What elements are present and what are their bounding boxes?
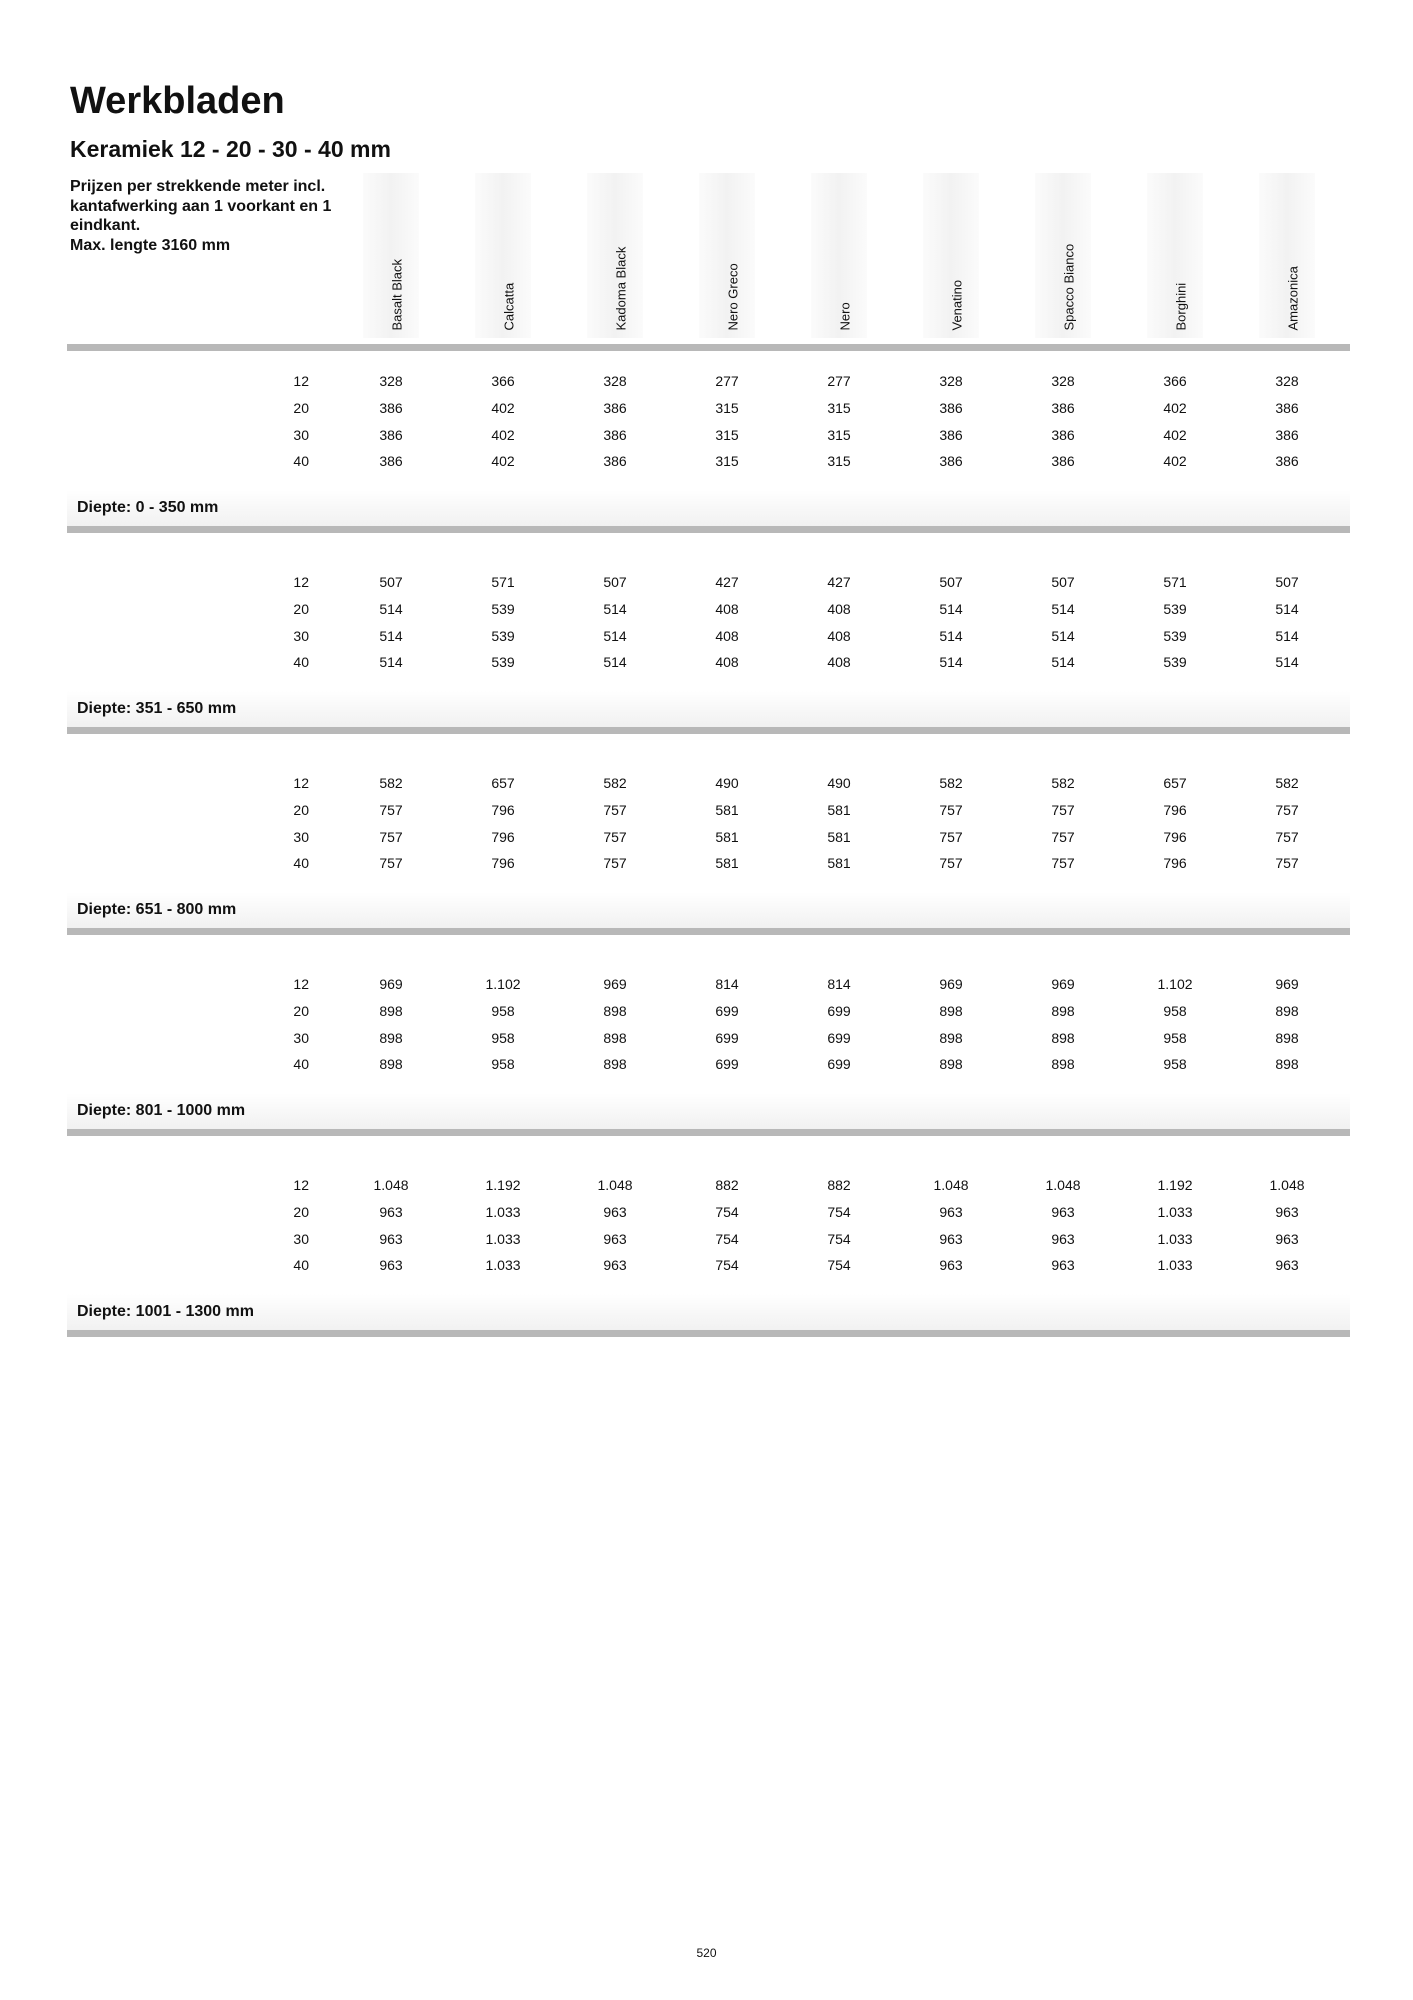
price-cell: 539 [1163, 600, 1187, 617]
price-cell: 507 [379, 574, 403, 590]
price-cell: 315 [827, 399, 851, 416]
price-cell: 882 [715, 1177, 739, 1193]
price-cell: 507 [939, 574, 963, 590]
price-cell: 514 [1051, 600, 1075, 617]
price-cell: 754 [827, 1230, 851, 1247]
price-cell: 408 [715, 600, 739, 617]
price-cell: 757 [1051, 801, 1075, 818]
column-header-label: Kadoma Black [613, 246, 629, 331]
thickness-cell: 12 [293, 1177, 309, 1193]
table-row [0, 1204, 1413, 1231]
price-cell: 757 [939, 828, 963, 845]
price-cell: 386 [379, 453, 403, 470]
price-cell: 1.033 [1157, 1257, 1193, 1274]
price-cell: 386 [603, 399, 627, 416]
price-cell: 757 [1275, 828, 1299, 845]
price-cell: 402 [491, 399, 515, 416]
thickness-cell: 40 [293, 1257, 309, 1274]
price-cell: 514 [939, 654, 963, 671]
price-cell: 328 [1051, 373, 1075, 389]
price-cell: 958 [491, 1002, 515, 1019]
price-cell: 963 [1051, 1230, 1075, 1247]
table-row [0, 1177, 1413, 1204]
section-label [67, 1294, 1350, 1330]
price-cell: 408 [715, 627, 739, 644]
price-cell: 898 [379, 1002, 403, 1019]
price-cell: 963 [379, 1203, 403, 1220]
thickness-cell: 40 [293, 1056, 309, 1073]
price-cell: 963 [1051, 1257, 1075, 1274]
price-cell: 898 [1275, 1056, 1299, 1073]
thickness-cell: 40 [293, 453, 309, 470]
price-cell: 796 [1163, 801, 1187, 818]
price-cell: 898 [603, 1056, 627, 1073]
price-cell: 386 [939, 426, 963, 443]
price-cell: 963 [939, 1230, 963, 1247]
price-cell: 757 [939, 855, 963, 872]
price-cell: 277 [827, 373, 851, 389]
column-header [1259, 173, 1315, 338]
price-cell: 1.192 [485, 1177, 521, 1193]
price-cell: 539 [1163, 654, 1187, 671]
price-cell: 490 [827, 775, 851, 791]
price-cell: 796 [491, 828, 515, 845]
price-cell: 958 [1163, 1002, 1187, 1019]
price-cell: 898 [1051, 1029, 1075, 1046]
price-cell: 539 [491, 627, 515, 644]
price-cell: 386 [603, 453, 627, 470]
price-cell: 386 [603, 426, 627, 443]
price-cell: 699 [715, 1002, 739, 1019]
price-cell: 898 [1275, 1029, 1299, 1046]
price-cell: 582 [1275, 775, 1299, 791]
price-cell: 514 [379, 600, 403, 617]
price-cell: 757 [379, 828, 403, 845]
intro-line: Max. lengte 3160 mm [70, 236, 231, 254]
price-cell: 963 [1275, 1257, 1299, 1274]
price-cell: 514 [603, 600, 627, 617]
price-cell: 657 [491, 775, 515, 791]
price-cell: 582 [1051, 775, 1075, 791]
price-cell: 581 [827, 855, 851, 872]
price-cell: 514 [939, 600, 963, 617]
thickness-cell: 40 [293, 855, 309, 872]
price-cell: 571 [491, 574, 515, 590]
section-label [67, 1093, 1350, 1129]
column-header [923, 173, 979, 338]
price-cell: 582 [603, 775, 627, 791]
table-row [0, 654, 1413, 681]
section-label [67, 892, 1350, 928]
price-cell: 581 [715, 828, 739, 845]
price-cell: 402 [1163, 426, 1187, 443]
price-cell: 814 [827, 976, 851, 992]
price-cell: 581 [715, 801, 739, 818]
thickness-cell: 12 [293, 574, 309, 590]
price-cell: 539 [491, 600, 515, 617]
thickness-cell: 20 [293, 801, 309, 818]
section-label-text: Diepte: 351 - 650 mm [77, 700, 237, 717]
price-cell: 969 [379, 976, 403, 992]
price-cell: 1.192 [1157, 1177, 1193, 1193]
price-cell: 963 [603, 1257, 627, 1274]
table-row [0, 1030, 1413, 1057]
price-cell: 315 [715, 426, 739, 443]
price-cell: 1.048 [1045, 1177, 1081, 1193]
price-cell: 386 [1275, 399, 1299, 416]
price-cell: 898 [603, 1029, 627, 1046]
price-cell: 386 [939, 399, 963, 416]
thickness-cell: 12 [293, 976, 309, 992]
price-cell: 757 [603, 828, 627, 845]
price-cell: 898 [379, 1029, 403, 1046]
price-cell: 1.033 [485, 1257, 521, 1274]
price-cell: 315 [827, 453, 851, 470]
price-cell: 1.048 [1269, 1177, 1305, 1193]
price-cell: 514 [603, 627, 627, 644]
intro-text [70, 177, 370, 255]
price-cell: 754 [715, 1257, 739, 1274]
price-cell: 757 [939, 801, 963, 818]
thickness-cell: 20 [293, 1203, 309, 1220]
intro-line: eindkant. [70, 217, 141, 234]
price-cell: 1.033 [485, 1230, 521, 1247]
price-cell: 539 [1163, 627, 1187, 644]
table-row [0, 802, 1413, 829]
price-cell: 514 [1275, 654, 1299, 671]
thickness-cell: 12 [293, 373, 309, 389]
price-cell: 898 [1051, 1002, 1075, 1019]
price-cell: 1.033 [485, 1203, 521, 1220]
section-label-text: Diepte: 801 - 1000 mm [77, 1102, 246, 1119]
price-cell: 315 [715, 453, 739, 470]
price-cell: 963 [603, 1230, 627, 1247]
price-cell: 507 [603, 574, 627, 590]
column-header [699, 173, 755, 338]
section-label [67, 490, 1350, 526]
price-cell: 754 [715, 1230, 739, 1247]
thickness-cell: 20 [293, 600, 309, 617]
price-cell: 963 [939, 1257, 963, 1274]
price-cell: 277 [715, 373, 739, 389]
price-cell: 507 [1275, 574, 1299, 590]
price-cell: 386 [1275, 453, 1299, 470]
price-cell: 882 [827, 1177, 851, 1193]
price-cell: 757 [379, 801, 403, 818]
column-header [587, 173, 643, 338]
price-cell: 514 [379, 627, 403, 644]
column-header-label: Borghini [1173, 282, 1189, 331]
price-cell: 386 [1051, 426, 1075, 443]
section-label-text: Diepte: 651 - 800 mm [77, 901, 237, 918]
price-cell: 408 [827, 654, 851, 671]
thickness-cell: 12 [293, 775, 309, 791]
price-cell: 898 [1051, 1056, 1075, 1073]
table-row [0, 1231, 1413, 1258]
column-header [811, 173, 867, 338]
thickness-cell: 40 [293, 654, 309, 671]
price-cell: 699 [827, 1056, 851, 1073]
price-cell: 507 [1051, 574, 1075, 590]
price-cell: 386 [1051, 399, 1075, 416]
price-cell: 963 [1275, 1230, 1299, 1247]
table-row [0, 855, 1413, 882]
column-header-label: Nero Greco [725, 263, 741, 331]
price-cell: 402 [491, 426, 515, 443]
price-cell: 328 [939, 373, 963, 389]
price-cell: 796 [1163, 855, 1187, 872]
price-cell: 958 [491, 1056, 515, 1073]
header-divider [67, 344, 1350, 351]
table-row [0, 453, 1413, 480]
price-cell: 969 [1051, 976, 1075, 992]
price-cell: 969 [603, 976, 627, 992]
price-cell: 571 [1163, 574, 1187, 590]
price-cell: 427 [715, 574, 739, 590]
table-row [0, 427, 1413, 454]
price-cell: 581 [827, 828, 851, 845]
thickness-cell: 30 [293, 828, 309, 845]
price-cell: 1.048 [373, 1177, 409, 1193]
price-cell: 898 [939, 1056, 963, 1073]
price-cell: 402 [1163, 453, 1187, 470]
price-cell: 1.102 [485, 976, 521, 992]
price-cell: 699 [715, 1056, 739, 1073]
price-cell: 754 [827, 1203, 851, 1220]
price-cell: 328 [379, 373, 403, 389]
price-cell: 408 [827, 600, 851, 617]
price-cell: 757 [603, 801, 627, 818]
price-cell: 958 [1163, 1029, 1187, 1046]
price-cell: 514 [939, 627, 963, 644]
price-cell: 898 [939, 1002, 963, 1019]
table-row [0, 829, 1413, 856]
price-cell: 796 [1163, 828, 1187, 845]
price-cell: 963 [603, 1203, 627, 1220]
thickness-cell: 30 [293, 1029, 309, 1046]
price-cell: 514 [379, 654, 403, 671]
price-cell: 757 [379, 855, 403, 872]
price-cell: 757 [1275, 801, 1299, 818]
price-cell: 582 [939, 775, 963, 791]
thickness-cell: 20 [293, 399, 309, 416]
price-cell: 814 [715, 976, 739, 992]
price-cell: 898 [379, 1056, 403, 1073]
price-cell: 1.033 [1157, 1203, 1193, 1220]
thickness-cell: 30 [293, 426, 309, 443]
section-divider [67, 1129, 1350, 1136]
table-row [0, 976, 1413, 1003]
price-cell: 1.033 [1157, 1230, 1193, 1247]
price-cell: 963 [379, 1230, 403, 1247]
table-row [0, 628, 1413, 655]
price-cell: 963 [379, 1257, 403, 1274]
page-title: Werkbladen [70, 80, 285, 122]
column-header-label: Amazonica [1285, 266, 1301, 331]
section-divider [67, 1330, 1350, 1337]
price-cell: 386 [939, 453, 963, 470]
price-cell: 963 [1275, 1203, 1299, 1220]
price-cell: 754 [827, 1257, 851, 1274]
price-cell: 514 [1051, 654, 1075, 671]
price-cell: 757 [603, 855, 627, 872]
column-header [475, 173, 531, 338]
column-header-label: Calcatta [501, 282, 517, 331]
price-cell: 514 [1275, 600, 1299, 617]
section-divider [67, 727, 1350, 734]
price-cell: 490 [715, 775, 739, 791]
column-header [363, 173, 419, 338]
table-row [0, 775, 1413, 802]
price-cell: 657 [1163, 775, 1187, 791]
price-cell: 315 [715, 399, 739, 416]
column-header-label: Basalt Black [389, 258, 405, 331]
price-cell: 757 [1051, 855, 1075, 872]
thickness-cell: 30 [293, 627, 309, 644]
intro-line: kantafwerking aan 1 voorkant en 1 [70, 197, 332, 215]
table-row [0, 574, 1413, 601]
price-cell: 1.048 [597, 1177, 633, 1193]
column-header-label: Spacco Bianco [1061, 243, 1077, 331]
price-cell: 514 [1275, 627, 1299, 644]
price-cell: 699 [715, 1029, 739, 1046]
price-cell: 315 [827, 426, 851, 443]
section-divider [67, 928, 1350, 935]
price-cell: 754 [715, 1203, 739, 1220]
price-cell: 402 [491, 453, 515, 470]
column-header [1035, 173, 1091, 338]
price-cell: 386 [379, 399, 403, 416]
price-cell: 402 [1163, 399, 1187, 416]
table-row [0, 1056, 1413, 1083]
price-cell: 328 [1275, 373, 1299, 389]
price-cell: 898 [1275, 1002, 1299, 1019]
table-row [0, 1257, 1413, 1284]
price-cell: 699 [827, 1029, 851, 1046]
price-cell: 699 [827, 1002, 851, 1019]
price-cell: 1.102 [1157, 976, 1193, 992]
price-cell: 408 [827, 627, 851, 644]
price-cell: 1.048 [933, 1177, 969, 1193]
price-cell: 796 [491, 801, 515, 818]
price-cell: 408 [715, 654, 739, 671]
column-header-label: Venatino [949, 279, 965, 331]
section-label-text: Diepte: 0 - 350 mm [77, 499, 219, 516]
thickness-cell: 20 [293, 1002, 309, 1019]
section-divider [67, 526, 1350, 533]
price-cell: 386 [1051, 453, 1075, 470]
price-cell: 963 [939, 1203, 963, 1220]
price-cell: 958 [1163, 1056, 1187, 1073]
price-cell: 581 [827, 801, 851, 818]
column-header-label: Nero [837, 302, 853, 331]
table-row [0, 373, 1413, 400]
price-cell: 366 [491, 373, 515, 389]
price-cell: 386 [379, 426, 403, 443]
price-cell: 514 [1051, 627, 1075, 644]
column-header [1147, 173, 1203, 338]
page-number: 520 [696, 1946, 717, 1960]
price-cell: 514 [603, 654, 627, 671]
price-cell: 427 [827, 574, 851, 590]
price-cell: 969 [939, 976, 963, 992]
price-cell: 963 [1051, 1203, 1075, 1220]
page-subtitle: Keramiek 12 - 20 - 30 - 40 mm [70, 136, 391, 162]
price-cell: 958 [491, 1029, 515, 1046]
table-row [0, 601, 1413, 628]
price-cell: 366 [1163, 373, 1187, 389]
price-cell: 581 [715, 855, 739, 872]
price-cell: 328 [603, 373, 627, 389]
price-cell: 898 [939, 1029, 963, 1046]
price-cell: 796 [491, 855, 515, 872]
price-cell: 969 [1275, 976, 1299, 992]
section-label-text: Diepte: 1001 - 1300 mm [77, 1303, 254, 1320]
table-row [0, 1003, 1413, 1030]
thickness-cell: 30 [293, 1230, 309, 1247]
price-cell: 757 [1275, 855, 1299, 872]
table-row [0, 400, 1413, 427]
price-cell: 757 [1051, 828, 1075, 845]
price-cell: 386 [1275, 426, 1299, 443]
intro-line: Prijzen per strekkende meter incl. [70, 178, 326, 195]
price-cell: 582 [379, 775, 403, 791]
section-label [67, 691, 1350, 727]
price-cell: 898 [603, 1002, 627, 1019]
price-cell: 539 [491, 654, 515, 671]
